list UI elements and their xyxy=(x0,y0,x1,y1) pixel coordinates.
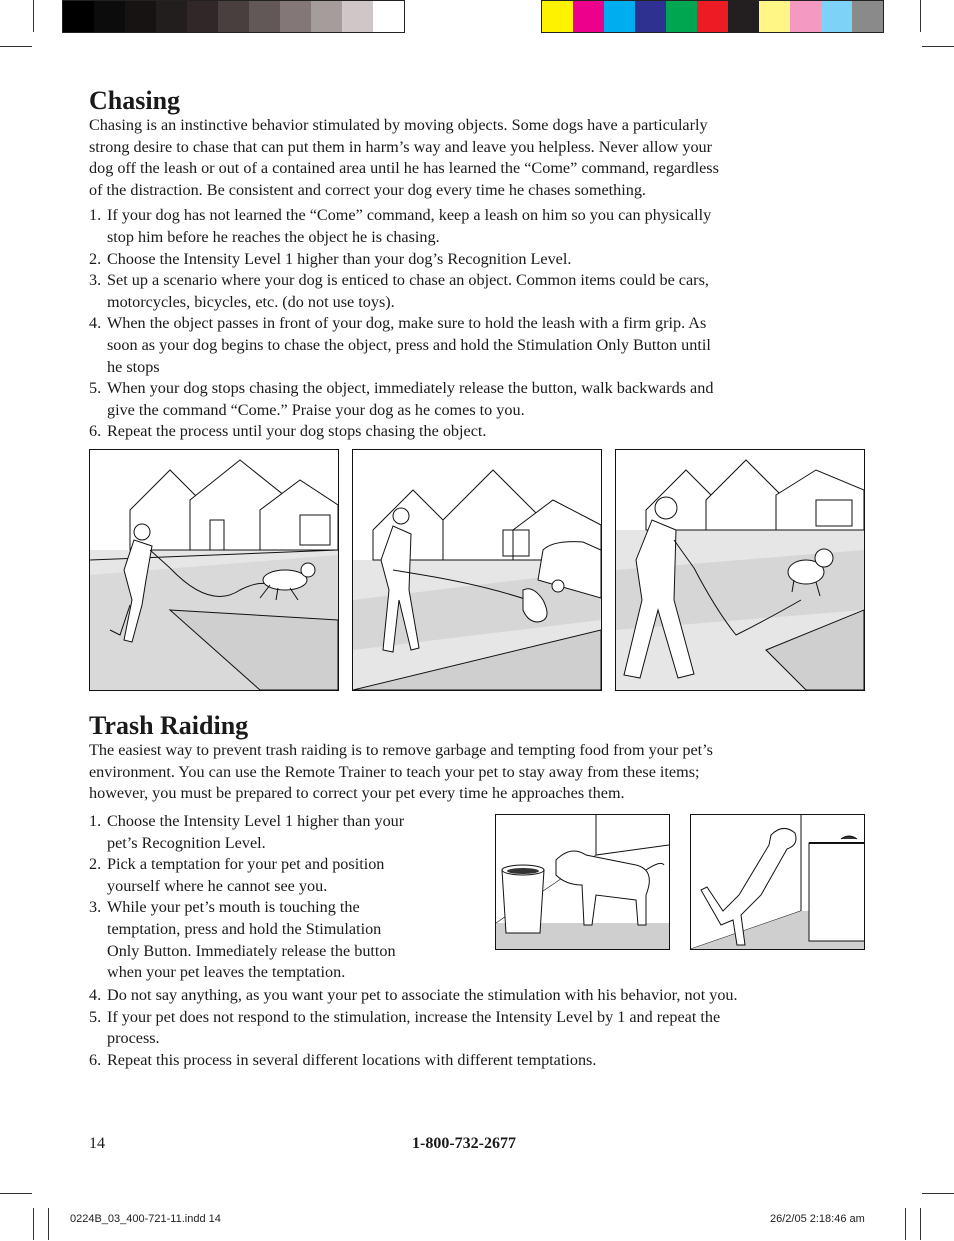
list-item xyxy=(89,854,489,897)
text-line: of the distraction. Be consistent and correct your dog every time he chases something. xyxy=(89,180,646,199)
color-swatch xyxy=(342,1,373,32)
trash-heading: Trash Raiding xyxy=(89,711,249,740)
list-item-number: 6. xyxy=(89,1050,102,1069)
list-item-text: motorcycles, bicycles, etc. (do not use toys). xyxy=(107,292,395,311)
list-item-text: Only Button. Immediately release the button xyxy=(107,941,396,960)
text-line: Chasing is an instinctive behavior stimulated by moving objects. Some dogs have a particularly xyxy=(89,116,708,134)
list-item-text: pet’s Recognition Level. xyxy=(107,833,266,852)
color-swatch xyxy=(156,1,187,32)
list-item-text: temptation, press and hold the Stimulation xyxy=(107,919,382,938)
list-item-number: 6. xyxy=(89,422,102,441)
color-swatch xyxy=(852,1,883,32)
chasing-intro xyxy=(89,115,879,201)
list-item-number: 5. xyxy=(89,1007,102,1026)
list-item-text: soon as your dog begins to chase the object, press and hold the Stimulation Only Button until xyxy=(107,335,711,354)
trash-illustration-1 xyxy=(495,814,670,950)
list-item-text: While your pet’s mouth is touching the xyxy=(107,898,360,917)
list-item xyxy=(89,205,879,248)
list-item-text: If your dog has not learned the “Come” command, keep a leash on him so you can physically xyxy=(107,206,712,225)
illustration-running-woman-dog xyxy=(90,450,338,690)
list-item xyxy=(89,1007,879,1050)
list-item xyxy=(89,378,879,421)
list-item-text: process. xyxy=(107,1029,160,1048)
list-item-number: 4. xyxy=(89,986,102,1004)
trash-illustration-2 xyxy=(690,814,865,950)
list-item xyxy=(89,897,489,983)
text-line: The easiest way to prevent trash raiding is to remove garbage and tempting food from your pet’s xyxy=(89,741,713,759)
text-line: environment. You can use the Remote Trainer to teach your pet to stay away from these items; xyxy=(89,762,700,781)
list-item-text: give the command “Come.” Praise your dog as he comes to you. xyxy=(107,400,525,419)
trash-steps-list-narrow xyxy=(89,811,489,984)
list-item-text: he stops xyxy=(107,357,160,376)
color-swatch xyxy=(542,1,573,32)
list-item-number: 1. xyxy=(89,206,102,225)
trash-steps-list-wide xyxy=(89,985,879,1071)
list-item-number: 1. xyxy=(89,812,102,830)
chasing-section xyxy=(89,86,879,443)
list-item-number: 4. xyxy=(89,314,102,333)
list-item-text: Choose the Intensity Level 1 higher than your xyxy=(107,812,405,830)
list-item-number: 2. xyxy=(89,855,102,874)
crop-mark xyxy=(920,0,921,32)
grayscale-swatch-bar xyxy=(62,0,405,33)
text-line: strong desire to chase that can put them in harm’s way and leave you helpless. Never allow your xyxy=(89,137,713,156)
color-swatch xyxy=(635,1,666,32)
list-item xyxy=(89,985,879,1007)
chasing-illustration-3 xyxy=(615,449,865,691)
color-swatch xyxy=(759,1,790,32)
crop-mark xyxy=(33,0,34,32)
list-item-number: 2. xyxy=(89,249,102,268)
page-number: 14 xyxy=(89,1135,105,1152)
chasing-steps-list xyxy=(89,205,879,443)
color-swatch xyxy=(187,1,218,32)
crop-mark xyxy=(33,1208,34,1240)
color-swatch xyxy=(218,1,249,32)
chasing-illustration-1 xyxy=(89,449,339,691)
crop-mark xyxy=(0,46,32,47)
list-item-text: Repeat this process in several different locations with different temptations. xyxy=(107,1050,597,1069)
list-item-text: Set up a scenario where your dog is enticed to chase an object. Common items could be cars, xyxy=(107,271,709,290)
list-item-text: If your pet does not respond to the stimulation, increase the Intensity Level by 1 and repeat the xyxy=(107,1007,721,1026)
list-item xyxy=(89,421,879,443)
color-swatch xyxy=(697,1,728,32)
color-swatch xyxy=(790,1,821,32)
color-swatch xyxy=(666,1,697,32)
color-swatch xyxy=(573,1,604,32)
list-item xyxy=(89,811,489,854)
crop-mark xyxy=(920,1208,921,1240)
illustration-man-calling-dog xyxy=(616,450,864,690)
list-item-number: 5. xyxy=(89,379,102,398)
list-item-text: Pick a temptation for your pet and position xyxy=(107,855,385,874)
phone-number: 1-800-732-2677 xyxy=(412,1135,516,1152)
color-swatch xyxy=(821,1,852,32)
list-item-text: Do not say anything, as you want your pet to associate the stimulation with his behavior, not you. xyxy=(107,986,738,1004)
list-item xyxy=(89,313,879,378)
crop-mark xyxy=(922,46,954,47)
slug-timestamp: 26/2/05 2:18:46 am xyxy=(770,1213,865,1225)
chasing-illustration-2 xyxy=(352,449,602,691)
list-item xyxy=(89,249,879,271)
color-swatch xyxy=(604,1,635,32)
list-item-text: Repeat the process until your dog stops chasing the object. xyxy=(107,422,487,441)
list-item-number: 3. xyxy=(89,898,102,917)
color-swatch xyxy=(728,1,759,32)
list-item-number: 3. xyxy=(89,271,102,290)
color-swatch xyxy=(63,1,94,32)
color-swatch xyxy=(280,1,311,32)
color-swatch xyxy=(249,1,280,32)
list-item xyxy=(89,270,879,313)
color-swatch xyxy=(125,1,156,32)
process-color-swatch-bar xyxy=(541,0,884,33)
crop-mark xyxy=(922,1193,954,1194)
chasing-heading: Chasing xyxy=(89,86,181,115)
crop-mark xyxy=(48,1208,49,1240)
crop-mark xyxy=(0,1193,32,1194)
trash-intro xyxy=(89,740,879,805)
illustration-dog-jumping-counter xyxy=(691,815,864,949)
list-item-text: When your dog stops chasing the object, immediately release the button, walk backwards and xyxy=(107,379,714,398)
color-swatch xyxy=(94,1,125,32)
text-line: dog off the leash or out of a contained area until he has learned the “Come” command, regardless xyxy=(89,159,719,178)
list-item-text: When the object passes in front of your dog, make sure to hold the leash with a firm grip. As xyxy=(107,314,707,333)
color-swatch xyxy=(373,1,404,32)
text-line: however, you must be prepared to correct your pet every time he approaches them. xyxy=(89,784,625,803)
color-swatch xyxy=(311,1,342,32)
trash-section xyxy=(89,711,879,805)
list-item-text: Choose the Intensity Level 1 higher than your dog’s Recognition Level. xyxy=(107,249,572,268)
list-item xyxy=(89,1050,879,1072)
list-item-text: when your pet leaves the temptation. xyxy=(107,963,346,982)
illustration-woman-leash-car xyxy=(353,450,601,690)
illustration-dog-sniffing-trash xyxy=(496,815,669,949)
slug-filename: 0224B_03_400-721-11.indd 14 xyxy=(70,1213,221,1225)
crop-mark xyxy=(905,1208,906,1240)
list-item-text: yourself where he cannot see you. xyxy=(107,876,328,895)
list-item-text: stop him before he reaches the object he is chasing. xyxy=(107,227,440,246)
